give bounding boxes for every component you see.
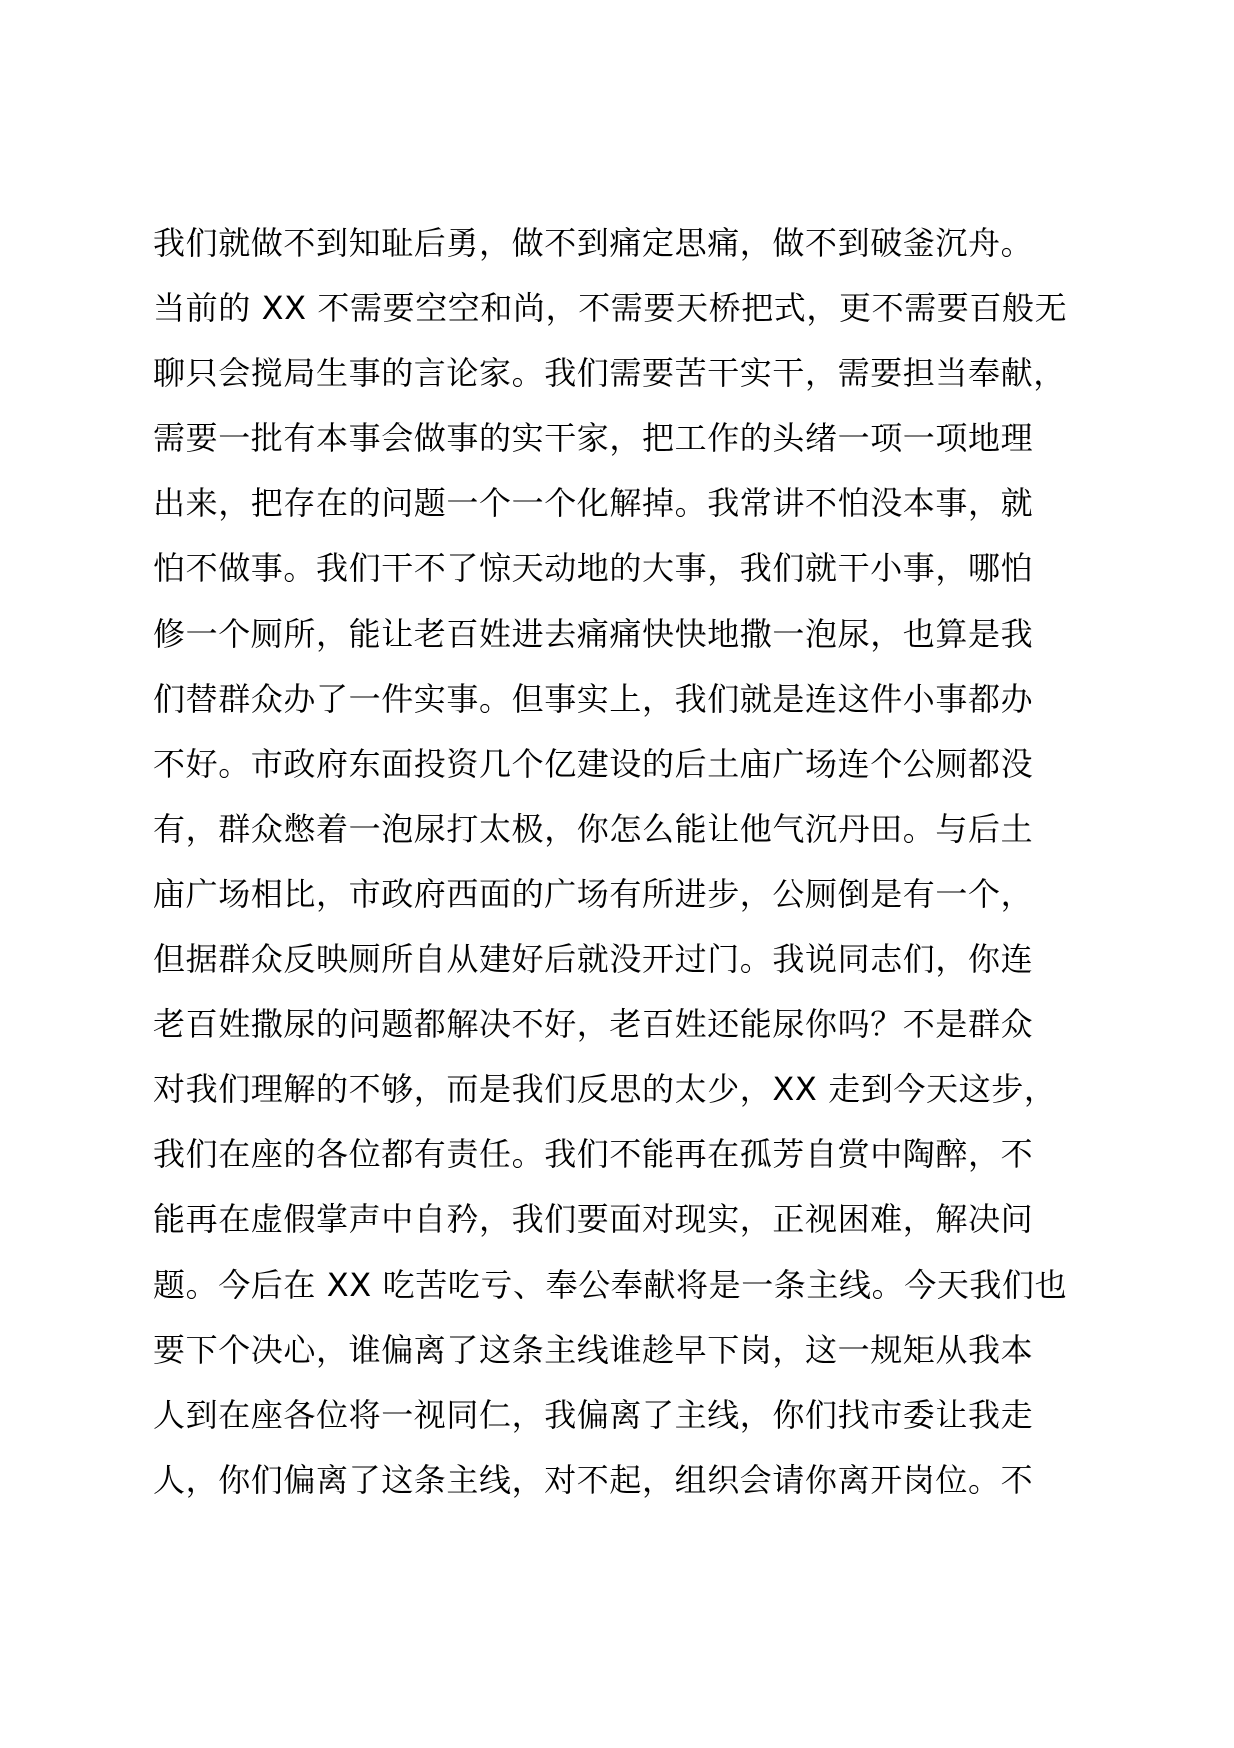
text-line: 需要一批有本事会做事的实干家，把工作的头绪一项一项地理 [153,419,1034,458]
text-line: 出来，把存在的问题一个一个化解掉。我常讲不怕没本事，就 [153,484,1034,523]
text-line: 我们在座的各位都有责任。我们不能再在孤芳自赏中陶醉，不 [153,1135,1034,1174]
text-line: 人到在座各位将一视同仁，我偏离了主线，你们找市委让我走 [153,1395,1034,1434]
text-line: 老百姓撒尿的问题都解决不好，老百姓还能尿你吗？不是群众 [153,1005,1034,1044]
text-line: 不好。市政府东面投资几个亿建设的后土庙广场连个公厕都没 [153,744,1034,783]
document-body [153,211,1093,1513]
text-line: 要下个决心，谁偏离了这条主线谁趁早下岗，这一规矩从我本 [153,1330,1034,1369]
text-line: 们替群众办了一件实事。但事实上，我们就是连这件小事都办 [153,679,1034,718]
text-line: 但据群众反映厕所自从建好后就没开过门。我说同志们，你连 [153,940,1034,979]
text-line: 能再在虚假掌声中自矜，我们要面对现实，正视困难，解决问 [153,1200,1034,1239]
text-line: 对我们理解的不够，而是我们反思的太少，XX 走到今天这步， [153,1070,1057,1109]
text-line: 当前的 XX 不需要空空和尚，不需要天桥把式，更不需要百般无 [153,289,1068,328]
text-line: 题。今后在 XX 吃苦吃亏、奉公奉献将是一条主线。今天我们也 [153,1265,1068,1304]
text-line: 怕不做事。我们干不了惊天动地的大事，我们就干小事，哪怕 [153,549,1034,588]
text-line: 人，你们偏离了这条主线，对不起，组织会请你离开岗位。不 [153,1460,1034,1499]
text-line: 我们就做不到知耻后勇，做不到痛定思痛，做不到破釜沉舟。 [153,224,1034,262]
text-line: 庙广场相比，市政府西面的广场有所进步，公厕倒是有一个， [153,874,1034,913]
text-line: 聊只会搅局生事的言论家。我们需要苦干实干，需要担当奉献， [153,354,1066,393]
text-line: 有，群众憋着一泡尿打太极，你怎么能让他气沉丹田。与后土 [153,809,1034,848]
text-line: 修一个厕所，能让老百姓进去痛痛快快地撒一泡尿，也算是我 [153,614,1034,653]
